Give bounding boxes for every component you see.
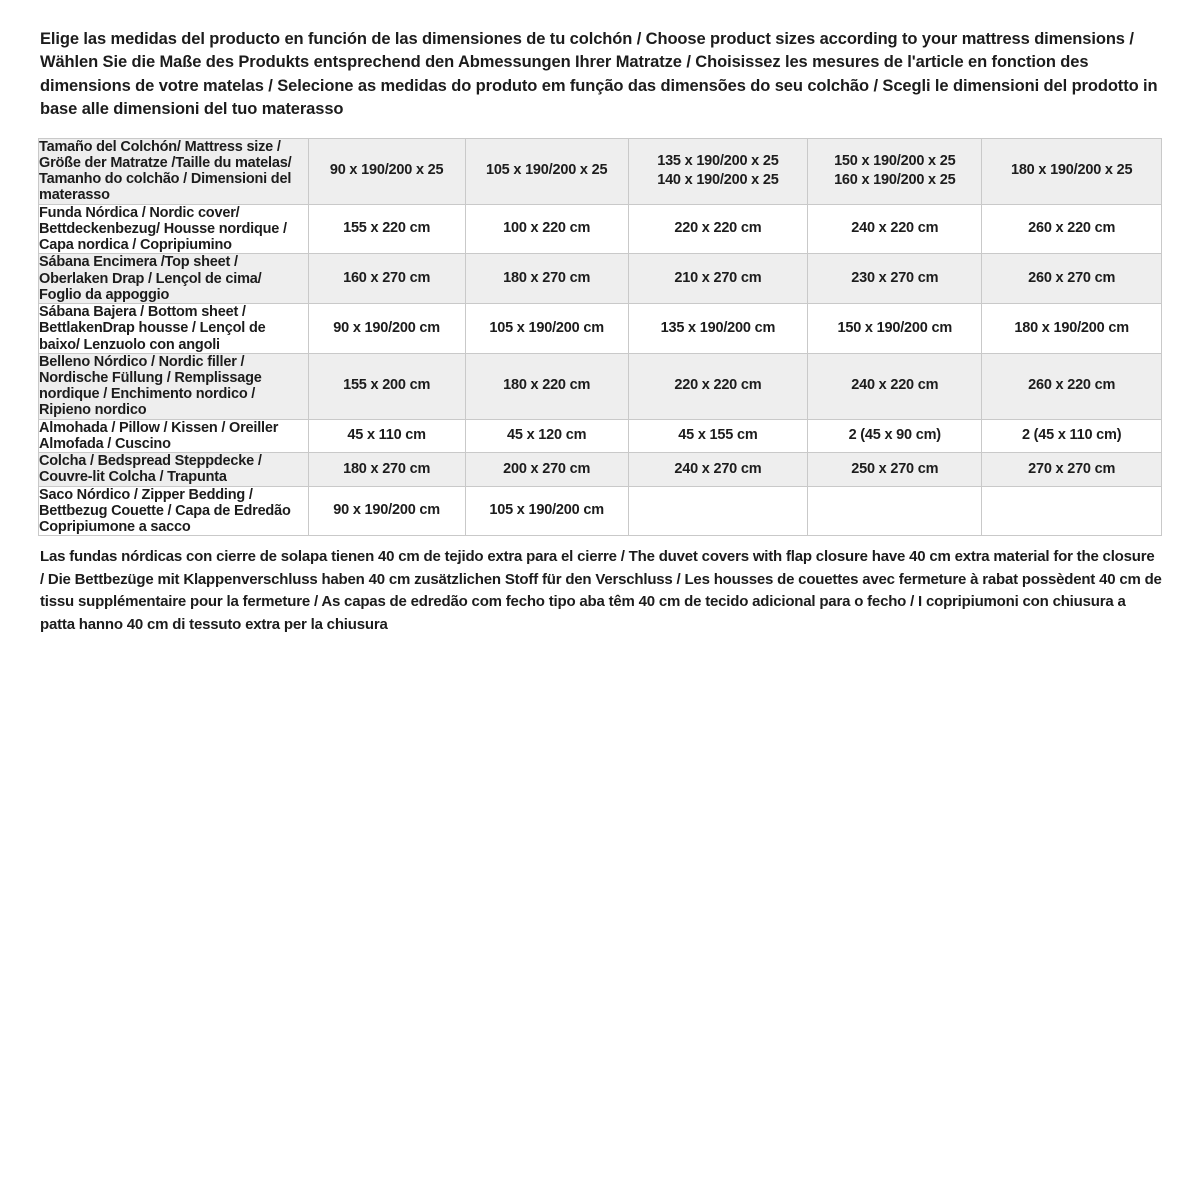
row-value: 220 x 220 cm bbox=[628, 204, 808, 254]
row-value: 260 x 220 cm bbox=[982, 353, 1162, 419]
table-row bbox=[39, 204, 1162, 254]
row-value: 230 x 270 cm bbox=[808, 254, 982, 304]
row-value: 45 x 155 cm bbox=[628, 419, 808, 452]
table-row bbox=[39, 304, 1162, 354]
header-col-4-line-2: 160 x 190/200 x 25 bbox=[834, 172, 956, 189]
table-row bbox=[39, 419, 1162, 452]
header-col-2 bbox=[465, 138, 628, 204]
row-value: 45 x 120 cm bbox=[465, 419, 628, 452]
table-row bbox=[39, 254, 1162, 304]
row-value: 180 x 220 cm bbox=[465, 353, 628, 419]
row-value: 220 x 220 cm bbox=[628, 353, 808, 419]
row-value: 180 x 190/200 cm bbox=[982, 304, 1162, 354]
table-header-row bbox=[39, 138, 1162, 204]
intro-text: Elige las medidas del producto en función de las dimensiones de tu colchón / Choose product sizes according to your mattress dimensions / Wählen Sie die Maße des Produkts entsprechend den Abmessungen Ihrer Matratze / Choisissez les mesures de l'article en fonction des dimensions de votre matelas / Selecione as medidas do produto em função das dimensões do seu colchão / Scegli le dimensioni del prodotto in base alle dimensioni del tuo materasso bbox=[40, 30, 1158, 119]
row-label: Funda Nórdica / Nordic cover/ Bettdeckenbezug/ Housse nordique / Capa nordica / Copripiumino bbox=[39, 204, 309, 254]
row-value: 180 x 270 cm bbox=[308, 453, 465, 486]
header-col-1 bbox=[308, 138, 465, 204]
header-col-2-line-1: 105 x 190/200 x 25 bbox=[485, 162, 608, 179]
row-label: Colcha / Bedspread Steppdecke / Couvre-lit Colcha / Trapunta bbox=[39, 453, 309, 486]
row-value: 2 (45 x 110 cm) bbox=[982, 419, 1162, 452]
row-value: 155 x 200 cm bbox=[308, 353, 465, 419]
row-label: Sábana Bajera / Bottom sheet / BettlakenDrap housse / Lençol de baixo/ Lenzuolo con angoli bbox=[39, 304, 309, 354]
row-value: 150 x 190/200 cm bbox=[808, 304, 982, 354]
row-value: 210 x 270 cm bbox=[628, 254, 808, 304]
header-col-1-line-1: 90 x 190/200 x 25 bbox=[329, 162, 444, 179]
table-row bbox=[39, 353, 1162, 419]
row-value: 90 x 190/200 cm bbox=[308, 304, 465, 354]
row-value: 45 x 110 cm bbox=[308, 419, 465, 452]
header-col-4 bbox=[808, 138, 982, 204]
header-col-5 bbox=[982, 138, 1162, 204]
row-value: 270 x 270 cm bbox=[982, 453, 1162, 486]
header-col-3-line-2: 140 x 190/200 x 25 bbox=[657, 172, 779, 189]
row-value: 240 x 220 cm bbox=[808, 353, 982, 419]
row-label: Saco Nórdico / Zipper Bedding / Bettbezug Couette / Capa de Edredão Copripiumone a sacco bbox=[39, 486, 309, 536]
row-value: 180 x 270 cm bbox=[465, 254, 628, 304]
table-row bbox=[39, 486, 1162, 536]
row-value: 155 x 220 cm bbox=[308, 204, 465, 254]
row-value: 240 x 220 cm bbox=[808, 204, 982, 254]
row-label: Sábana Encimera /Top sheet / Oberlaken Drap / Lençol de cima/ Foglio da appoggio bbox=[39, 254, 309, 304]
header-col-3 bbox=[628, 138, 808, 204]
row-value: 135 x 190/200 cm bbox=[628, 304, 808, 354]
header-col-4-line-1: 150 x 190/200 x 25 bbox=[834, 152, 956, 169]
footnote-text: Las fundas nórdicas con cierre de solapa tienen 40 cm de tejido extra para el cierre / The duvet covers with flap closure have 40 cm extra material for the closure / Die Bettbezüge mit Klappenverschluss haben 40 cm zusätzlichen Stoff für den Verschluss / Les housses de couettes avec fermeture à rabat possèdent 40 cm de tissu supplémentaire pour la fermeture / As capas de edredão com fecho tipo aba têm 40 cm de tecido adicional para o fecho / I copripiumoni con chiusura a patta hanno 40 cm di tessuto extra per la chiusura bbox=[40, 548, 1162, 633]
header-label-cell: Tamaño del Colchón/ Mattress size / Größe der Matratze /Taille du matelas/ Tamanho do colchão / Dimensioni del materasso bbox=[39, 138, 309, 204]
row-label: Belleno Nórdico / Nordic filler / Nordische Füllung / Remplissage nordique / Enchimento nordico / Ripieno nordico bbox=[39, 353, 309, 419]
header-col-5-line-1: 180 x 190/200 x 25 bbox=[1010, 162, 1133, 179]
row-value: 260 x 220 cm bbox=[982, 204, 1162, 254]
row-value: 240 x 270 cm bbox=[628, 453, 808, 486]
row-value: 160 x 270 cm bbox=[308, 254, 465, 304]
row-value: 105 x 190/200 cm bbox=[465, 486, 628, 536]
row-value-empty bbox=[628, 486, 808, 536]
row-value: 200 x 270 cm bbox=[465, 453, 628, 486]
row-value: 250 x 270 cm bbox=[808, 453, 982, 486]
header-col-3-line-1: 135 x 190/200 x 25 bbox=[657, 152, 779, 169]
mattress-size-table bbox=[38, 138, 1162, 537]
row-value: 90 x 190/200 cm bbox=[308, 486, 465, 536]
row-value-empty bbox=[808, 486, 982, 536]
row-value: 2 (45 x 90 cm) bbox=[808, 419, 982, 452]
row-value-empty bbox=[982, 486, 1162, 536]
table-row bbox=[39, 453, 1162, 486]
row-label: Almohada / Pillow / Kissen / Oreiller Almofada / Cuscino bbox=[39, 419, 309, 452]
row-value: 100 x 220 cm bbox=[465, 204, 628, 254]
row-value: 105 x 190/200 cm bbox=[465, 304, 628, 354]
row-value: 260 x 270 cm bbox=[982, 254, 1162, 304]
